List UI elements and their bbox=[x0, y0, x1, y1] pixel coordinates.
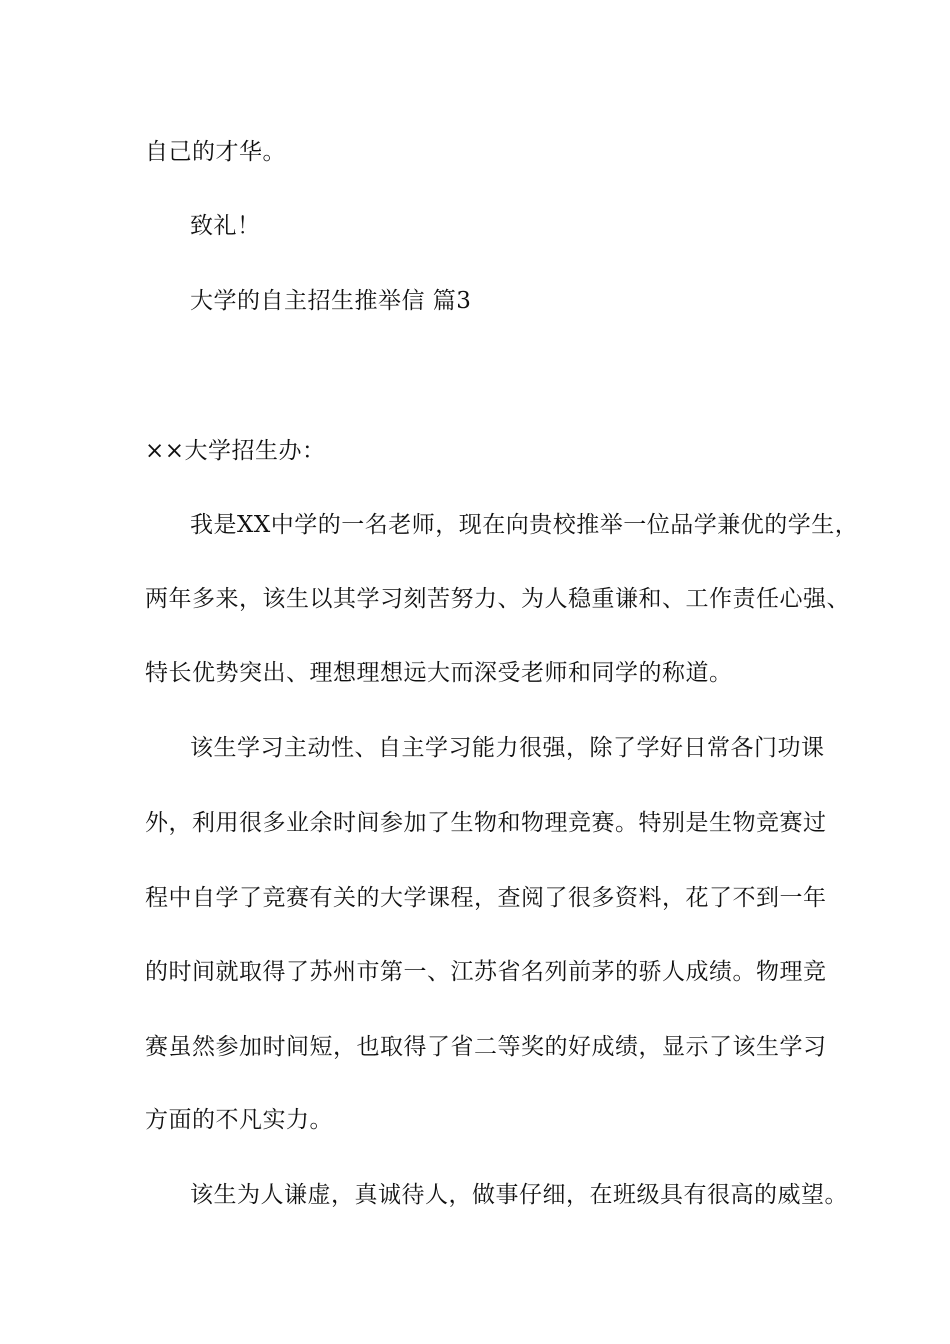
section-heading: 大学的自主招生推举信 篇3 bbox=[190, 288, 472, 314]
body-line-5: 我是XX中学的一名老师，现在向贵校推举一位品学兼优的学生， bbox=[190, 512, 859, 538]
body-line-11: 的时间就取得了苏州市第一、江苏省名列前茅的骄人成绩。物理竞 bbox=[145, 959, 827, 985]
body-line-13: 方面的不凡实力。 bbox=[145, 1107, 333, 1133]
body-line-9: 外，利用很多业余时间参加了生物和物理竞赛。特别是生物竞赛过 bbox=[145, 810, 827, 836]
body-line-6: 两年多来，该生以其学习刻苦努力、为人稳重谦和、工作责任心强、 bbox=[145, 586, 850, 612]
closing-salutation: 致礼！ bbox=[190, 213, 261, 239]
body-line-7: 特长优势突出、理想理想远大而深受老师和同学的称道。 bbox=[145, 660, 733, 686]
body-line-8: 该生学习主动性、自主学习能力很强，除了学好日常各门功课 bbox=[190, 735, 825, 761]
addressee: ××大学招生办： bbox=[145, 438, 326, 464]
body-line-14: 该生为人谦虚，真诚待人，做事仔细，在班级具有很高的威望。 bbox=[190, 1182, 848, 1208]
body-line-12: 赛虽然参加时间短，也取得了省二等奖的好成绩，显示了该生学习 bbox=[145, 1034, 827, 1060]
body-line-10: 程中自学了竞赛有关的大学课程，查阅了很多资料，花了不到一年 bbox=[145, 885, 827, 911]
body-line-1: 自己的才华。 bbox=[145, 139, 286, 165]
